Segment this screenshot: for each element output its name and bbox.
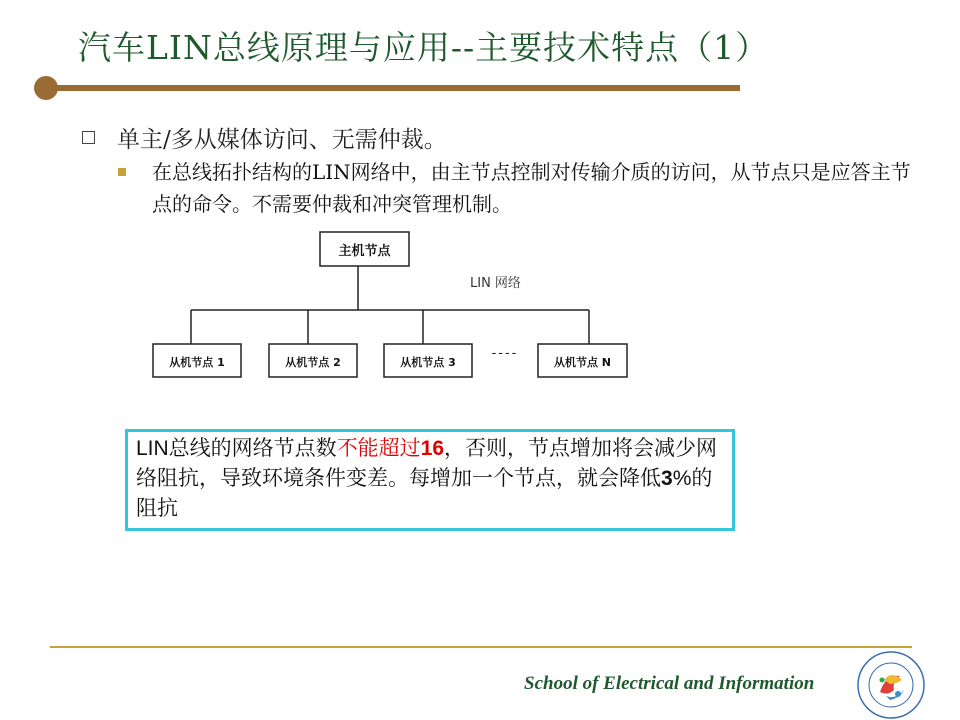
note-max-nodes: 16 [420,437,445,460]
slave-node-label: 从机节点 N [553,356,612,369]
school-seal-logo [856,650,926,720]
bullet-level1-text: 单主/多从媒体访问、无需仲裁。 [117,127,447,153]
master-node-label: 主机节点 [338,244,391,259]
note-text-part2: ，否则，节点增加将会减少网络阻抗，导致环境条件变差。每增加一个节点，就会降低 [136,437,718,490]
slave-node-label: 从机节点 3 [400,356,456,369]
ellipsis-label: ---- [491,346,519,361]
footer-rule [50,646,912,648]
slide-title: 汽车LIN总线原理与应用--主要技术特点（1） [78,28,770,67]
note-text-part1: LIN总线的网络节点数 [136,437,337,460]
slave-node-label: 从机节点 2 [285,356,341,369]
footer-school-name: School of Electrical and Information [524,673,815,694]
note-percent-value: 3 [661,467,673,490]
note-box [125,429,735,531]
note-highlight: 不能超过 [336,437,421,460]
note-text-part3: %的阻抗 [136,467,713,520]
network-label: LIN 网络 [470,276,521,291]
slave-node-label: 从机节点 1 [169,356,225,369]
bullet-level2-text: 在总线拓扑结构的LIN网络中，由主节点控制对传输介质的访问，从节点只是应答主节点的命令。不需要仲裁和冲突管理机制。 [152,160,911,216]
